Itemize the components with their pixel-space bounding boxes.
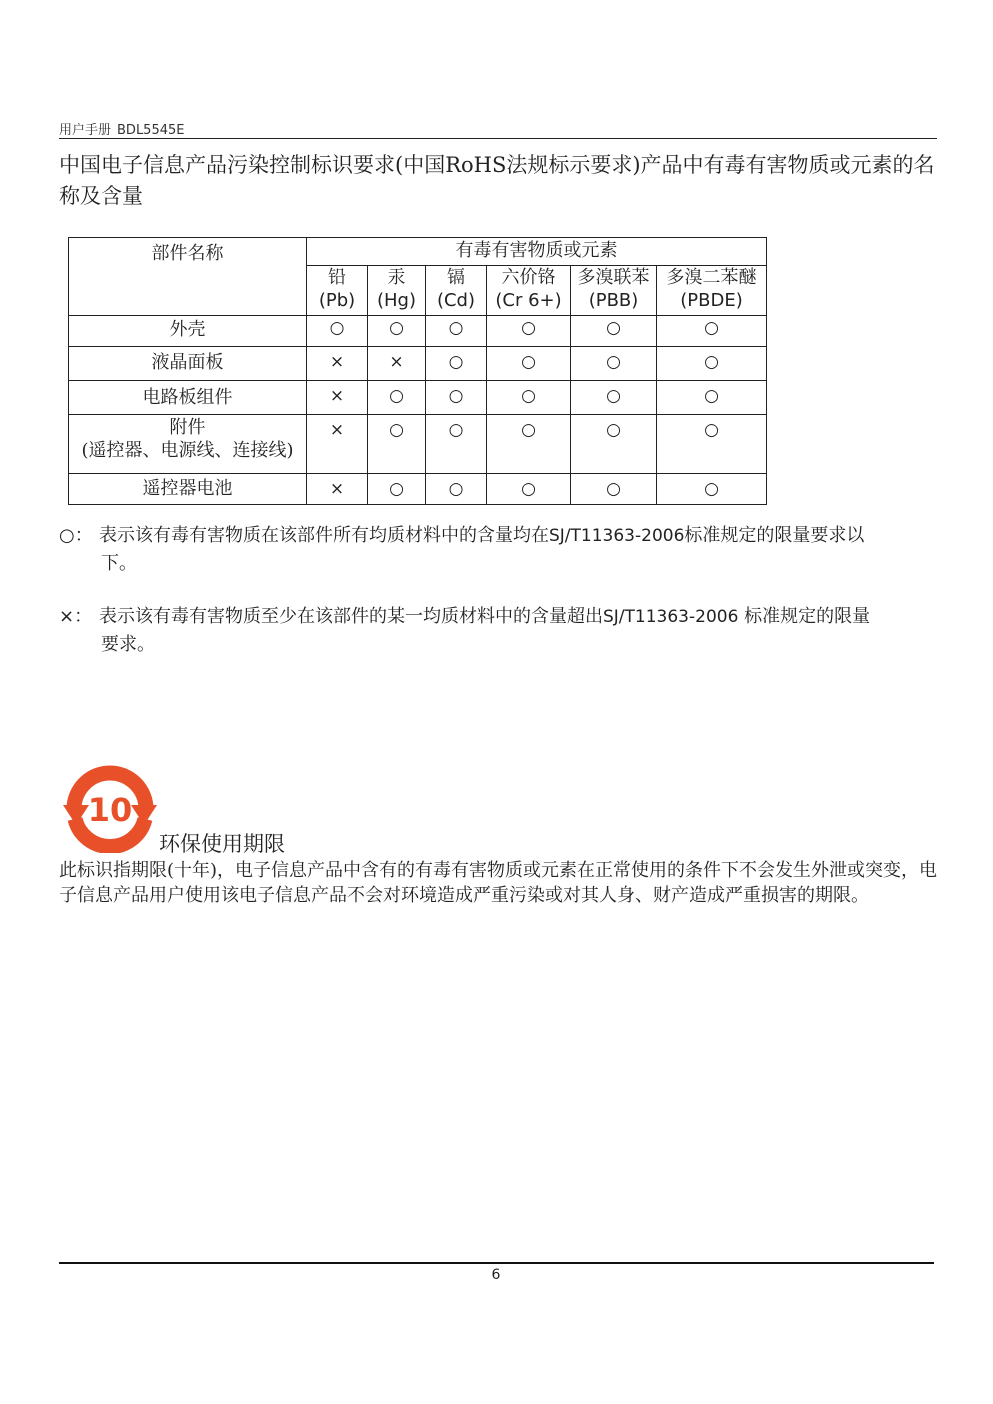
value-cell: ○ (704, 420, 719, 440)
page-title: 中国电子信息产品污染控制标识要求(中国RoHS法规标示要求)产品中有毒有害物质或元素的名称及含量 (59, 153, 935, 208)
running-header (59, 119, 185, 138)
cross-mark: ×： (59, 606, 93, 627)
value-cell: ○ (448, 479, 464, 499)
value-cell: ○ (448, 318, 464, 338)
footer-rule (59, 1262, 934, 1264)
header-substance-mercury (368, 266, 426, 316)
value-cell: ○ (389, 386, 404, 406)
header-substance-lead (307, 266, 368, 316)
value-cell: ○ (606, 318, 621, 338)
epup-title: 环保使用期限 (159, 832, 285, 856)
value-cell: ○ (606, 386, 621, 406)
note-text: 标准规定的限量 (738, 606, 871, 627)
note-text: 表示该有毒有害物质至少在该部件的某一均质材料中的含量超出 (99, 606, 603, 627)
substance-symbol: (PBB) (588, 290, 639, 311)
circle-mark: ○： (59, 525, 93, 546)
substance-name: 多溴联苯 (577, 267, 650, 288)
substance-name: 镉 (447, 267, 465, 288)
value-cell: ○ (448, 352, 464, 372)
header-substance-group: 有毒有害物质或元素 (307, 238, 767, 266)
value-cell: ○ (606, 420, 621, 440)
model-number: BDL5545E (117, 123, 185, 138)
note-text: 要求。 (101, 634, 155, 655)
value-cell: ○ (448, 386, 464, 406)
part-name: 液晶面板 (69, 347, 307, 381)
header-substance-pbde (657, 266, 767, 316)
substance-symbol: (PBDE) (680, 290, 743, 311)
table-row (69, 316, 767, 347)
value-cell: × (329, 352, 345, 372)
epup-10-logo-icon (61, 765, 159, 853)
header-rule (59, 138, 937, 139)
note-cross (59, 603, 939, 659)
part-name: 外壳 (69, 316, 307, 347)
value-cell: × (329, 479, 345, 499)
standard-code: SJ/T11363-2006 (603, 607, 739, 627)
value-cell: ○ (389, 420, 404, 440)
substance-symbol: (Cr 6+) (495, 290, 562, 311)
substance-name: 多溴二苯醚 (666, 267, 757, 288)
value-cell: ○ (704, 352, 719, 372)
substance-name: 六价铬 (501, 267, 556, 288)
table-row (69, 415, 767, 474)
value-cell: ○ (521, 420, 536, 440)
substance-symbol: (Hg) (376, 290, 416, 311)
value-cell: ○ (448, 420, 464, 440)
part-name: 遥控器电池 (69, 474, 307, 505)
note-text: 下。 (101, 553, 137, 574)
table-row (69, 381, 767, 415)
value-cell: ○ (704, 318, 719, 338)
part-name-main: 附件 (169, 417, 206, 438)
substance-symbol: (Pb) (318, 290, 356, 311)
table-row (69, 474, 767, 505)
header-substance-pbb (571, 266, 657, 316)
note-text: 表示该有毒有害物质在该部件所有均质材料中的含量均在 (99, 525, 549, 546)
header-substance-cadmium (426, 266, 487, 316)
value-cell: × (329, 386, 345, 406)
header-part-name: 部件名称 (69, 238, 307, 316)
value-cell: ○ (521, 352, 536, 372)
value-cell: ○ (704, 479, 719, 499)
part-name-detail: (遥控器、电源线、连接线) (81, 440, 294, 461)
value-cell: ○ (521, 479, 536, 499)
value-cell: ○ (521, 318, 536, 338)
page-number: 6 (491, 1267, 501, 1283)
part-name (69, 415, 307, 474)
value-cell: ○ (606, 352, 621, 372)
value-cell: ○ (704, 386, 719, 406)
epup-description: 此标识指期限(十年)，电子信息产品中含有的有毒有害物质或元素在正常使用的条件下不会发生外泄或突变，电子信息产品用户使用该电子信息产品不会对环境造成严重污染或对其人身、财产造成严重损害的期限。 (59, 860, 938, 906)
value-cell: ○ (389, 479, 404, 499)
value-cell: ○ (389, 318, 404, 338)
substance-name: 铅 (328, 267, 346, 288)
value-cell: ○ (521, 386, 536, 406)
note-text: 标准规定的限量要求以 (684, 525, 865, 546)
table-row (69, 347, 767, 381)
substance-symbol: (Cd) (436, 290, 476, 311)
value-cell: ○ (329, 318, 345, 338)
header-substance-chromium (487, 266, 571, 316)
value-cell: × (329, 420, 345, 440)
value-cell: × (389, 352, 404, 372)
part-name: 电路板组件 (69, 381, 307, 415)
manual-title: 用户手册 (59, 123, 112, 138)
substance-name: 汞 (387, 267, 406, 288)
standard-code: SJ/T11363-2006 (549, 526, 685, 546)
value-cell: ○ (606, 479, 621, 499)
logo-number: 10 (87, 791, 133, 829)
hazardous-substances-table (68, 237, 767, 505)
note-circle (59, 522, 939, 578)
